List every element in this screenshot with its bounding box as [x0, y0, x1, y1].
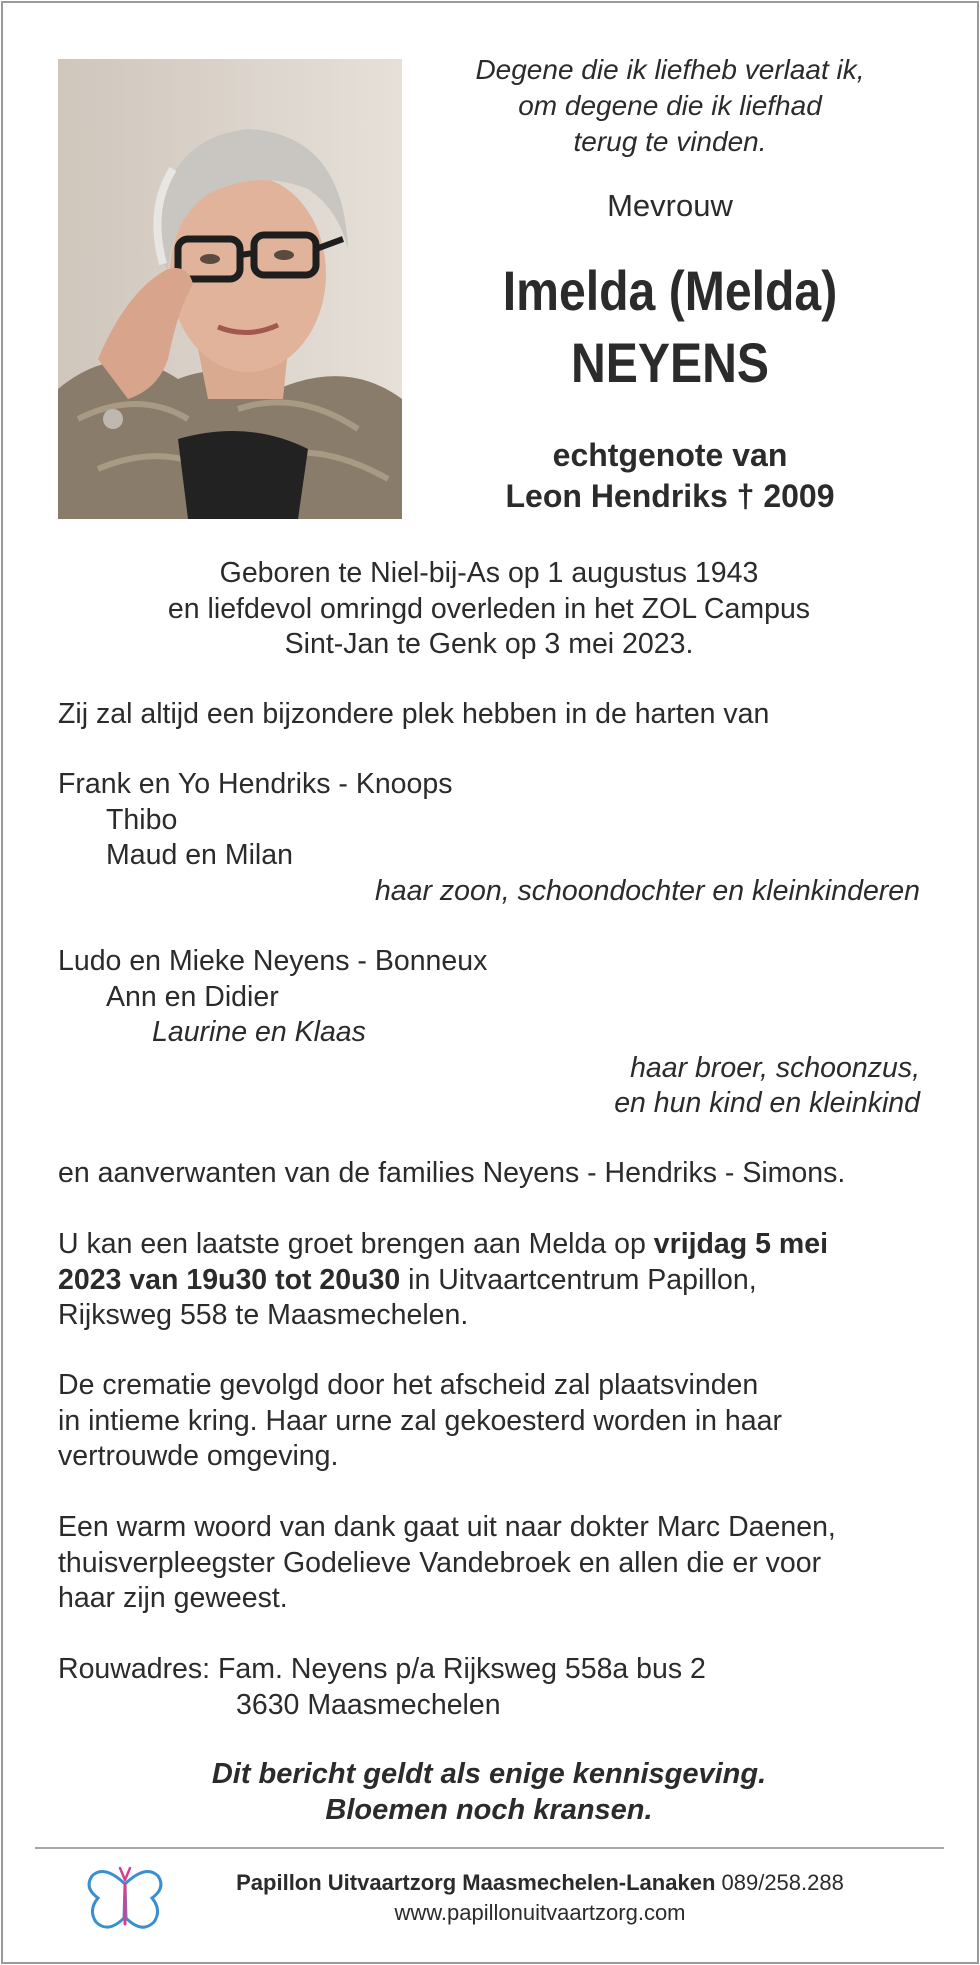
quote-line: terug te vinden. — [573, 126, 767, 157]
company-line — [180, 1868, 900, 1898]
visit-date: vrijdag 5 mei — [653, 1228, 828, 1260]
death-line: Sint-Jan te Genk op 3 mei 2023. — [284, 628, 694, 660]
family-relation: en hun kind en kleinkind — [614, 1087, 920, 1119]
thanks-paragraph — [58, 1510, 836, 1617]
company-website[interactable]: www.papillonuitvaartzorg.com — [394, 1900, 686, 1925]
footer-divider — [35, 1847, 944, 1849]
intro-text: Zij zal altijd een bijzondere plek hebben in de harten van — [58, 698, 770, 730]
butterfly-logo-icon — [84, 1862, 166, 1940]
address-line: Rouwadres: Fam. Neyens p/a Rijksweg 558a bus 2 — [58, 1653, 706, 1685]
address-line: 3630 Maasmechelen — [236, 1688, 501, 1721]
honorific: Mevrouw — [607, 188, 733, 223]
family-relation: haar zoon, schoondochter en kleinkinderen — [374, 874, 920, 907]
funeral-home-footer — [180, 1868, 900, 1928]
birth-death-paragraph — [58, 556, 920, 663]
notice-line: Dit bericht geldt als enige kennisgeving. — [211, 1758, 767, 1790]
family-group-2 — [58, 944, 920, 1122]
visit-paragraph — [58, 1227, 828, 1334]
visit-time: 2023 van 19u30 tot 20u30 — [58, 1263, 401, 1296]
mourning-address — [58, 1652, 706, 1723]
family-head: Ludo en Mieke Neyens - Bonneux — [58, 945, 488, 977]
family-head: Frank en Yo Hendriks - Knoops — [58, 768, 453, 800]
notice-line: Bloemen noch kransen. — [325, 1794, 653, 1826]
deceased-name — [455, 255, 885, 399]
visit-line — [58, 1227, 828, 1263]
family-member: Ann en Didier — [106, 980, 279, 1013]
opening-quote — [420, 52, 920, 160]
thanks-line: haar zijn geweest. — [58, 1582, 288, 1614]
spouse-info — [420, 435, 920, 517]
family-member: Maud en Milan — [106, 839, 293, 871]
family-relation: haar broer, schoonzus, — [630, 1051, 920, 1084]
spouse-name: Leon Hendriks † 2009 — [505, 478, 835, 514]
thanks-line: thuisverpleegster Godelieve Vandebroek en allen die er voor — [58, 1546, 822, 1579]
thanks-line: Een warm woord van dank gaat uit naar dokter Marc Daenen, — [58, 1511, 836, 1543]
cremation-line: vertrouwde omgeving. — [58, 1440, 339, 1472]
portrait-photo — [58, 59, 402, 519]
quote-line: om degene die ik liefhad — [518, 90, 822, 121]
quote-line: Degene die ik liefheb verlaat ik, — [475, 54, 865, 85]
death-line: en liefdevol omringd overleden in het ZOL Campus — [167, 592, 811, 625]
visit-line: Rijksweg 558 te Maasmechelen. — [58, 1299, 469, 1331]
family-member: Laurine en Klaas — [152, 1016, 366, 1048]
family-member: Thibo — [106, 803, 178, 836]
relatives-text: en aanverwanten van de families Neyens - Hendriks - Simons. — [58, 1157, 846, 1189]
visit-text: in Uitvaartcentrum Papillon, — [400, 1263, 757, 1296]
name-last: NEYENS — [570, 331, 770, 394]
visit-line — [58, 1263, 828, 1299]
final-notice — [58, 1756, 920, 1828]
cremation-line: in intieme kring. Haar urne zal gekoesterd worden in haar — [58, 1404, 782, 1437]
company-phone: 089/258.288 — [715, 1870, 844, 1895]
cremation-line: De crematie gevolgd door het afscheid zal plaatsvinden — [58, 1369, 759, 1401]
family-group-1 — [58, 767, 920, 909]
cremation-paragraph — [58, 1368, 782, 1475]
visit-text: U kan een laatste groet brengen aan Melda op — [58, 1228, 654, 1260]
birth-line: Geboren te Niel-bij-As op 1 augustus 1943 — [219, 557, 759, 589]
company-name: Papillon Uitvaartzorg Maasmechelen-Lanaken — [236, 1870, 716, 1895]
name-first: Imelda (Melda) — [502, 259, 838, 322]
spouse-relation: echtgenote van — [552, 437, 788, 473]
